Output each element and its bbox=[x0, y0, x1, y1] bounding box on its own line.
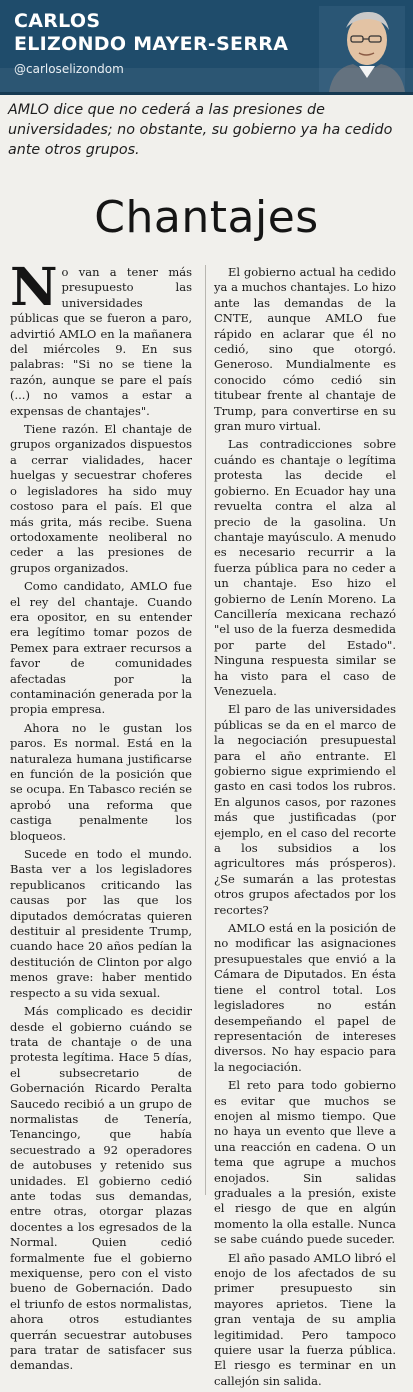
paragraph: El gobierno actual ha cedido ya a muchos chantajes. Lo hizo ante las demandas de la CNTE, aunque AMLO fue rápido en aclarar que él no cedió, sino que otorgó. Generoso. Mundialmente es conocido cómo cedió sin titubear frente al chantaje de Trump, para convertirse en su gran muro virtual. bbox=[214, 265, 396, 434]
article-headline: Chantajes bbox=[94, 192, 319, 243]
paragraph: Tiene razón. El chantaje de grupos organizados dispuestos a cerrar vialidades, hacer huelgas y secuestrar choferes o legisladores ha sido muy costoso para el país. El que más grita, más recibe. Suena ortodoxamente neoliberal no ceder a las presiones de grupos organizados. bbox=[10, 422, 192, 575]
author-portrait bbox=[319, 6, 405, 92]
author-portrait-image bbox=[319, 6, 405, 92]
author-last-name: ELIZONDO MAYER-SERRA bbox=[14, 33, 289, 55]
paragraph: Las contradicciones sobre cuándo es chantaje o legítima protesta las decide el gobierno. En Ecuador hay una revuelta contra el alza al precio de la gasolina. Un chantaje mayúsculo. A menudo es necesario recurrir a la fuerza pública para no ceder a un chantaje. Eso hizo el gobierno de Lenín Moreno. La Cancillería mexicana rechazó "el uso de la fuerza desmedida por parte del Estado". Ninguna respuesta similar se ha visto para el caso de Venezuela. bbox=[214, 437, 396, 698]
paragraph bbox=[10, 257, 192, 419]
article-column-left bbox=[10, 257, 192, 1377]
article-column-right bbox=[214, 265, 396, 1392]
article-deck: AMLO dice que no cederá a las presiones de universidades; no obstante, su gobierno ya ha cedido ante otros grupos. bbox=[8, 102, 393, 158]
paragraph: El paro de las universidades públicas se da en el marco de la negociación presupuestal para el año entrante. El gobierno sigue exprimiendo el gasto en casi todos los rubros. En algunos casos, por razones más que justificadas (por ejemplo, en el caso del recorte a los subsidios a los agricultores más prósperos). ¿Se sumarán a las protestas otros grupos afectados por los recortes? bbox=[214, 702, 396, 917]
paragraph: Ahora no le gustan los paros. Es normal. Está en la naturaleza humana justificarse en función de la posición que se ocupa. En Tabasco recién se aprobó una reforma que castiga penalmente los bloqueos. bbox=[10, 720, 192, 843]
paragraph: El reto para todo gobierno es evitar que muchos se enojen al mismo tiempo. Que no haya un evento que lleve a una reacción en cadena. O un tema que agrupe a muchos enojados. Sin salidas graduales a la presión, existe el riesgo de que en algún momento la olla estalle. Nunca se sabe cuándo puede suceder. bbox=[214, 1078, 396, 1247]
paragraph: Sucede en todo el mundo. Basta ver a los legisladores republicanos criticando las causas por las que los diputados demócratas quieren destituir al presidente Trump, cuando hace 20 años pedían la destitución de Clinton por algo menos grave: haber mentido respecto a su vida sexual. bbox=[10, 847, 192, 1000]
paragraph: Como candidato, AMLO fue el rey del chantaje. Cuando era opositor, en su entender era legítimo tomar pozos de Pemex para extraer recursos a favor de comunidades afectadas por la contaminación generada por la propia empresa. bbox=[10, 579, 192, 717]
paragraph-text: o van a tener más presupuesto las universidades públicas que se fueron a paro, advirtió AMLO en la mañanera del miércoles 9. En sus palabras: "Si no se tiene la razón, aunque se pare el país (...) no vamos a estar a expensas de chantajes". bbox=[10, 265, 192, 418]
author-first-name: CARLOS bbox=[14, 10, 101, 32]
paragraph: El año pasado AMLO libró el enojo de los afectados de su primer presupuesto sin mayores aprietos. Tiene la gran ventaja de su amplia legitimidad. Pero tampoco quiere usar la fuerza pública. El riesgo es terminar en un callejón sin salida. bbox=[214, 1250, 396, 1388]
column-divider bbox=[205, 265, 206, 1195]
columnist-header bbox=[0, 0, 413, 95]
drop-cap: N bbox=[10, 257, 58, 318]
paragraph: AMLO está en la posición de no modificar las asignaciones presupuestales que envió a la Cámara de Diputados. En ésta tiene el control total. Los legisladores no están desempeñando el papel de representación de intereses diversos. No hay espacio para la negociación. bbox=[214, 921, 396, 1074]
author-twitter-handle[interactable]: @carloselizondom bbox=[14, 62, 124, 76]
paragraph: Más complicado es decidir desde el gobierno cuándo se trata de chantaje o de una protesta legítima. Hace 5 días, el subsecretario de Gobernación Ricardo Peralta Saucedo recibió a un grupo de normalistas de Tenería, Tenancingo, que había secuestrado a 92 operadores de autobuses y retenido sus unidades. El gobierno cedió ante todas sus demandas, entre otras, otorgar plazas docentes a los egresados de la Normal. Quien cedió formalmente fue el gobierno mexiquense, pero con el visto bueno de Gobernación. Dado el triunfo de estos normalistas, ahora otros estudiantes querrán secuestrar autobuses para tratar de satisfacer sus demandas. bbox=[10, 1004, 192, 1373]
